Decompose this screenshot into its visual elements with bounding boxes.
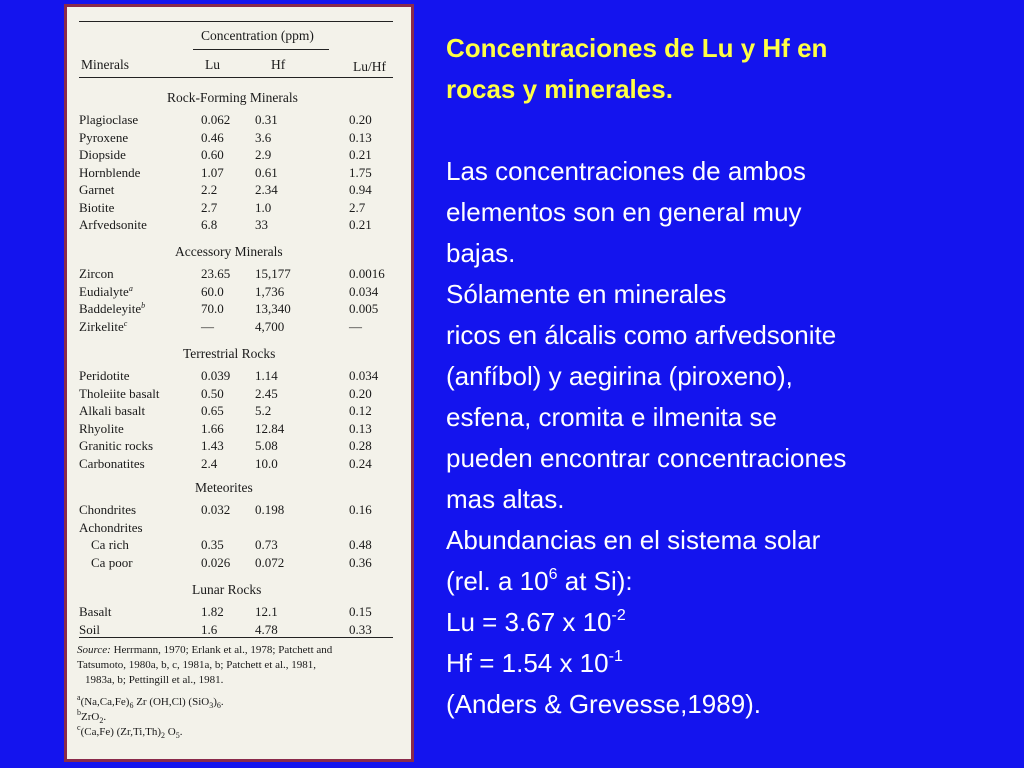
row-ratio-value: 0.13 <box>349 129 372 145</box>
row-lu-value: 0.032 <box>201 502 231 517</box>
section-title: Lunar Rocks <box>192 582 262 597</box>
abundance-heading: Abundancias en el sistema solar <box>446 525 821 555</box>
row-mineral-name: Alkali basalt <box>79 403 146 418</box>
row-lu-value: 1.66 <box>201 420 224 436</box>
row-mineral-name: Basalt <box>79 604 112 619</box>
paragraph-line: mas altas. <box>446 484 565 514</box>
source-line-2: Tatsumoto, 1980a, b, c, 1981a, b; Patchett et al., 1981, <box>77 659 317 671</box>
col-header-ratio: Lu/Hf <box>353 59 386 74</box>
section-title: Meteorites <box>195 480 253 495</box>
footnote-marker: b <box>141 301 146 310</box>
row-ratio-value: 0.13 <box>349 420 372 436</box>
slide-title-line-2: rocas y minerales. <box>446 74 673 104</box>
concentration-header: Concentration (ppm) <box>201 28 314 43</box>
row-ratio-value: — <box>349 318 362 334</box>
row-hf-value: 2.9 <box>255 147 272 162</box>
row-ratio-value: 0.005 <box>349 301 379 316</box>
row-ratio-value: 0.034 <box>349 368 379 383</box>
row-mineral-name: Zirkelite$^c$ <box>79 318 128 334</box>
row-ratio-value: 0.0016 <box>349 266 385 281</box>
row-ratio-value: 0.24 <box>349 455 372 471</box>
row-hf-value: 12.84 <box>255 420 285 436</box>
footnote-a: $^a(Na,Ca,Fe)_6$ Zr (OH,Cl) $(SiO_3)_6$. <box>77 693 224 710</box>
row-lu-value: 0.35 <box>201 537 224 552</box>
row-mineral-name: Baddeleyite$^b$ <box>79 301 146 316</box>
row-lu-value: 2.2 <box>201 182 218 197</box>
row-mineral-name: Peridotite <box>79 368 130 383</box>
row-mineral-name: Carbonatites <box>79 455 145 471</box>
citation: (Anders & Grevesse,1989). <box>446 689 762 719</box>
row-hf-value: 12.1 <box>255 604 278 619</box>
row-hf-value: 2.45 <box>255 385 278 401</box>
row-ratio-value: 0.48 <box>349 537 372 552</box>
row-ratio-value: 1.75 <box>349 164 372 180</box>
row-lu-value: 6.8 <box>201 217 218 232</box>
row-mineral-name: Pyroxene <box>79 129 129 145</box>
row-hf-value: 1,736 <box>255 283 285 299</box>
row-lu-value: 70.0 <box>201 301 224 316</box>
row-lu-value: 1.82 <box>201 604 224 619</box>
paragraph-line: (anfíbol) y aegirina (piroxeno), <box>446 361 793 391</box>
paragraph-line: ricos en álcalis como arfvedsonite <box>446 320 837 350</box>
row-mineral-name: Soil <box>79 621 100 637</box>
row-mineral-name: Ca rich <box>91 537 129 552</box>
col-header-lu: Lu <box>205 57 220 72</box>
table-bottom-rule <box>79 637 393 638</box>
row-hf-value: 33 <box>255 217 268 232</box>
row-ratio-value: 0.15 <box>349 604 372 619</box>
row-hf-value: 5.2 <box>255 403 272 418</box>
row-hf-value: 4,700 <box>255 318 285 334</box>
header-rule <box>79 77 393 78</box>
row-hf-value: 3.6 <box>255 129 272 145</box>
row-ratio-value: 0.21 <box>349 147 372 162</box>
row-hf-value: 0.31 <box>255 112 278 127</box>
row-hf-value: 4.78 <box>255 621 278 637</box>
row-lu-value: 0.46 <box>201 129 224 145</box>
row-mineral-name: Hornblende <box>79 164 141 180</box>
row-hf-value: 1.0 <box>255 199 272 215</box>
concentration-underline <box>193 49 329 50</box>
row-ratio-value: 0.33 <box>349 621 372 637</box>
row-mineral-name: Diopside <box>79 147 126 162</box>
row-mineral-name: Ca poor <box>91 554 133 570</box>
row-lu-value: 0.039 <box>201 368 231 383</box>
source-label: Source: <box>77 644 111 656</box>
row-lu-value: 2.7 <box>201 199 218 215</box>
paragraph-line: bajas. <box>446 238 516 268</box>
row-ratio-value: 0.28 <box>349 438 372 453</box>
row-lu-value: 1.07 <box>201 164 224 180</box>
row-mineral-name: Tholeiite basalt <box>79 385 160 401</box>
row-hf-value: 5.08 <box>255 438 278 453</box>
source-line-1: Herrmann, 1970; Erlank et al., 1978; Patchett and <box>110 644 333 656</box>
row-ratio-value: 0.12 <box>349 403 372 418</box>
source-line-3: 1983a, b; Pettingill et al., 1981. <box>85 674 224 686</box>
paragraph-line: Sólamente en minerales <box>446 279 727 309</box>
row-mineral-name: Rhyolite <box>79 420 124 436</box>
row-hf-value: 0.73 <box>255 537 278 552</box>
section-title: Rock-Forming Minerals <box>167 90 298 105</box>
row-hf-value: 2.34 <box>255 182 278 197</box>
row-mineral-name: Granitic rocks <box>79 438 154 453</box>
row-hf-value: 0.072 <box>255 554 285 570</box>
row-mineral-name: Achondrites <box>79 519 143 535</box>
row-lu-value: 2.4 <box>201 455 218 471</box>
row-hf-value: 15,177 <box>255 266 291 281</box>
paragraph-line: elementos son en general muy <box>446 197 802 227</box>
row-ratio-value: 0.36 <box>349 554 372 570</box>
row-ratio-value: 0.034 <box>349 283 379 299</box>
table-top-rule <box>79 21 393 22</box>
row-mineral-name: Chondrites <box>79 502 137 517</box>
row-lu-value: 0.062 <box>201 112 231 127</box>
source-note <box>77 643 332 688</box>
lu-abundance: Lu = 3.67 x $10^{-2}$ <box>446 607 626 637</box>
paragraph-line: esfena, cromita e ilmenita se <box>446 402 777 432</box>
footnote-marker: a <box>128 283 133 293</box>
row-mineral-name: Garnet <box>79 182 115 197</box>
row-hf-value: 0.61 <box>255 164 278 180</box>
row-lu-value: — <box>201 318 214 334</box>
row-ratio-value: 0.16 <box>349 502 372 517</box>
row-ratio-value: 0.20 <box>349 385 372 401</box>
row-lu-value: 60.0 <box>201 283 224 299</box>
scanned-table <box>64 4 414 762</box>
slide-title-line-1: Concentraciones de Lu y Hf en <box>446 33 828 63</box>
row-lu-value: 0.026 <box>201 554 231 570</box>
row-hf-value: 0.198 <box>255 502 285 517</box>
row-ratio-value: 0.20 <box>349 112 372 127</box>
abundance-reference-line: (rel. a $10^6$ at Si): <box>446 566 633 596</box>
row-ratio-value: 0.21 <box>349 217 372 232</box>
row-hf-value: 13,340 <box>255 301 291 316</box>
row-mineral-name: Biotite <box>79 199 115 215</box>
col-header-hf: Hf <box>271 57 286 72</box>
section-title: Terrestrial Rocks <box>183 346 276 361</box>
paragraph-line: pueden encontrar concentraciones <box>446 443 847 473</box>
row-lu-value: 0.50 <box>201 385 224 401</box>
slide-text <box>446 28 1016 725</box>
row-ratio-value: 2.7 <box>349 199 366 215</box>
row-hf-value: 1.14 <box>255 368 278 383</box>
row-mineral-name: Zircon <box>79 266 114 281</box>
footnote-marker: c <box>123 318 128 328</box>
row-lu-value: 1.43 <box>201 438 224 453</box>
footnote-c: $^c$(Ca,Fe) $(Zr,Ti,Th)_2$ $O_5$. <box>77 723 183 740</box>
row-lu-value: 1.6 <box>201 621 218 637</box>
row-mineral-name: Eudialyte$^a$ <box>79 283 133 299</box>
row-lu-value: 0.60 <box>201 147 224 162</box>
paragraph-line: Las concentraciones de ambos <box>446 156 806 186</box>
col-header-minerals: Minerals <box>81 57 129 72</box>
section-title: Accessory Minerals <box>175 244 283 259</box>
row-ratio-value: 0.94 <box>349 182 372 197</box>
footnote-b: $^b$ZrO$_2$. <box>77 708 107 725</box>
row-hf-value: 10.0 <box>255 455 278 471</box>
row-mineral-name: Plagioclase <box>79 112 139 127</box>
hf-abundance: Hf = 1.54 x $10^{-1}$ <box>446 648 623 678</box>
row-lu-value: 0.65 <box>201 403 224 418</box>
row-mineral-name: Arfvedsonite <box>79 217 147 232</box>
row-lu-value: 23.65 <box>201 266 231 281</box>
